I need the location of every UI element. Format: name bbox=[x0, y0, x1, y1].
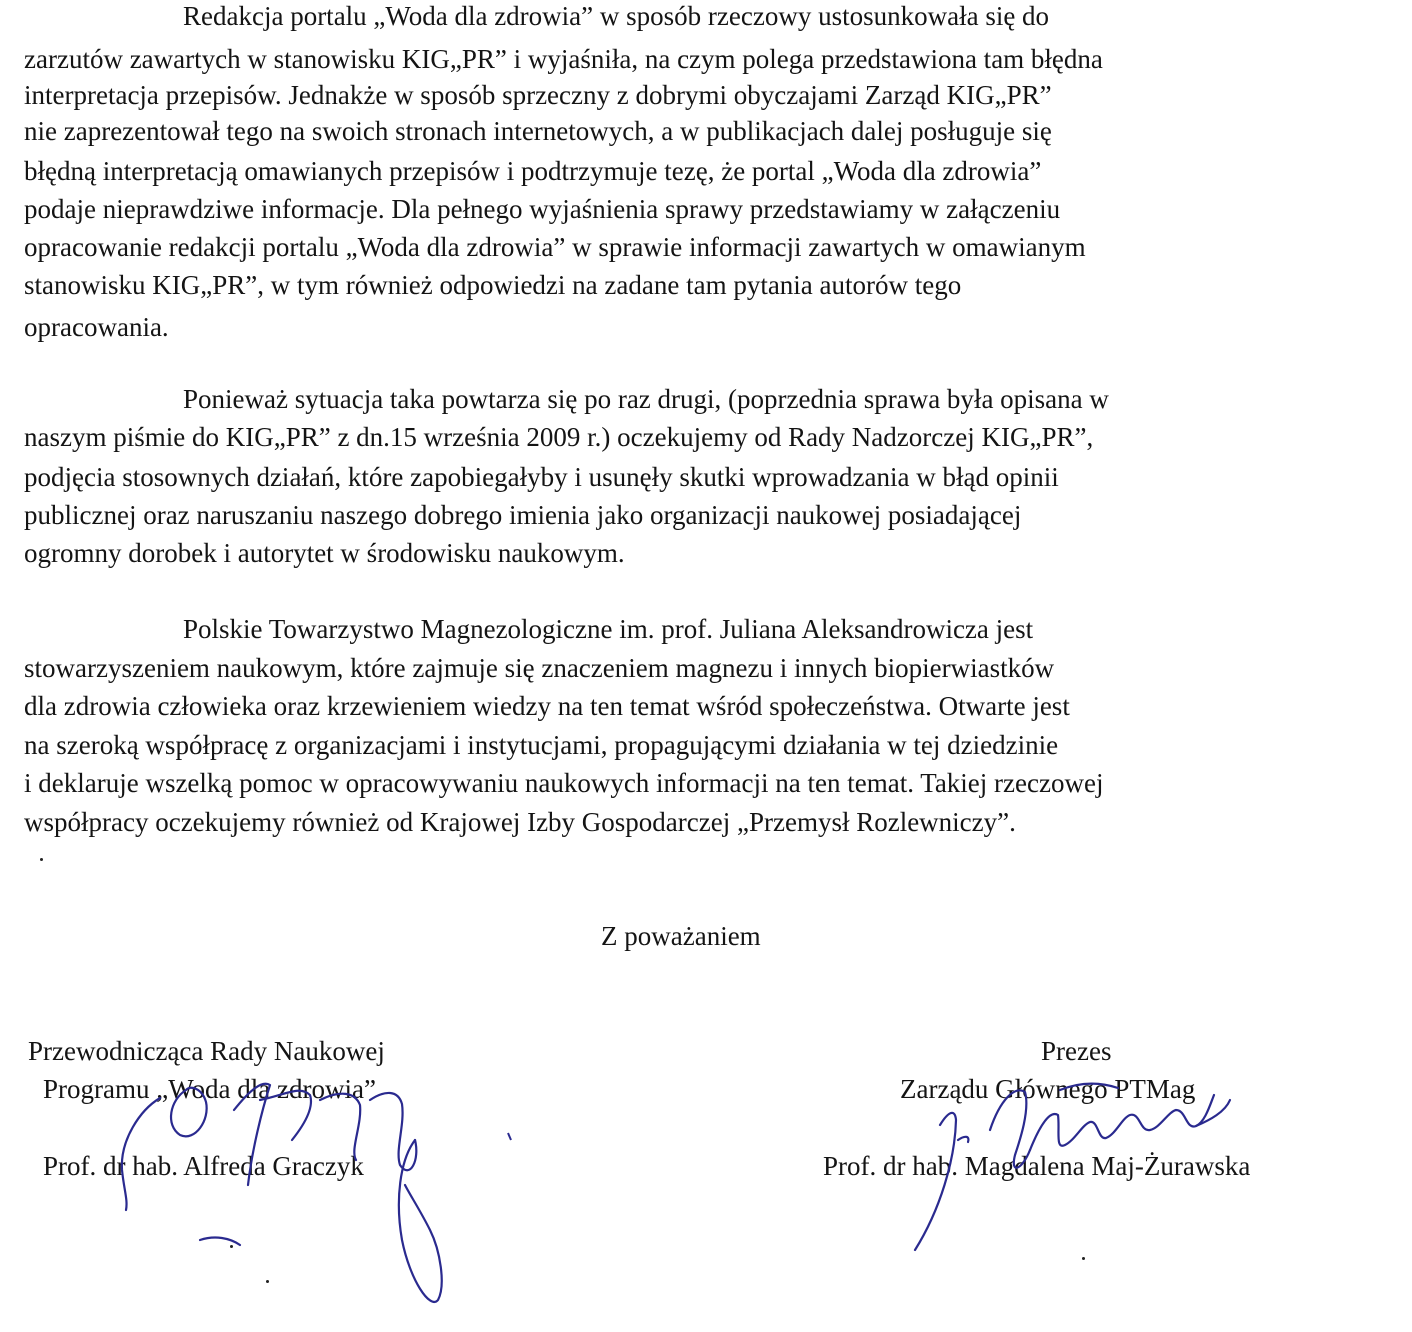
text-line: nie zaprezentował tego na swoich stronach internetowych, a w publikacjach dalej posługuje się bbox=[24, 116, 1052, 146]
closing-salutation: Z poważaniem bbox=[601, 921, 761, 951]
scan-speck bbox=[40, 858, 43, 861]
scan-speck bbox=[1082, 1257, 1085, 1260]
text-line: Redakcja portalu „Woda dla zdrowia” w sposób rzeczowy ustosunkowała się do bbox=[183, 1, 1050, 31]
signatory-right-title: Prezes bbox=[1041, 1036, 1112, 1066]
text-line: na szeroką współpracę z organizacjami i instytucjami, propagującymi działania w tej dziedzinie bbox=[24, 730, 1059, 760]
text-line: podjęcia stosownych działań, które zapobiegałyby i usunęły skutki wprowadzania w błąd opinii bbox=[24, 462, 1059, 492]
text-line: zarzutów zawartych w stanowisku KIG„PR” i wyjaśniła, na czym polega przedstawiona tam błędna bbox=[24, 44, 1103, 74]
ink-mark bbox=[508, 1133, 511, 1140]
text-line: współpracy oczekujemy również od Krajowej Izby Gospodarczej „Przemysł Rozlewniczy”. bbox=[24, 807, 1016, 837]
signatory-right-board: Zarządu Głównego PTMag bbox=[900, 1074, 1196, 1104]
text-line: stowarzyszeniem naukowym, które zajmuje się znaczeniem magnezu i innych biopierwiastków bbox=[24, 653, 1055, 683]
text-line: podaje nieprawdziwe informacje. Dla pełnego wyjaśnienia sprawy przedstawiamy w załączeniu bbox=[24, 194, 1061, 224]
text-line: Polskie Towarzystwo Magnezologiczne im. prof. Juliana Aleksandrowicza jest bbox=[183, 614, 1034, 644]
signature-left bbox=[122, 1084, 442, 1302]
signatory-left-program: Programu „Woda dla zdrowia” bbox=[43, 1074, 376, 1104]
text-line: dla zdrowia człowieka oraz krzewieniem wiedzy na ten temat wśród społeczeństwa. Otwarte jest bbox=[24, 691, 1070, 721]
signatory-right-name: Prof. dr hab. Magdalena Maj-Żurawska bbox=[823, 1151, 1251, 1181]
scan-speck bbox=[230, 1245, 233, 1248]
text-line: Ponieważ sytuacja taka powtarza się po raz drugi, (poprzednia sprawa była opisana w bbox=[183, 384, 1109, 414]
text-line: opracowanie redakcji portalu „Woda dla zdrowia” w sprawie informacji zawartych w omawianym bbox=[24, 232, 1086, 262]
text-line: błędną interpretacją omawianych przepisów i podtrzymuje tezę, że portal „Woda dla zdrowia” bbox=[24, 156, 1042, 186]
text-line: naszym piśmie do KIG„PR” z dn.15 września 2009 r.) oczekujemy od Rady Nadzorczej KIG„PR”, bbox=[24, 422, 1094, 452]
text-line: ogromny dorobek i autorytet w środowisku naukowym. bbox=[24, 538, 625, 568]
text-line: publicznej oraz naruszaniu naszego dobrego imienia jako organizacji naukowej posiadającej bbox=[24, 500, 1022, 530]
text-line: stanowisku KIG„PR”, w tym również odpowiedzi na zadane tam pytania autorów tego bbox=[24, 270, 962, 300]
text-line: interpretacja przepisów. Jednakże w sposób sprzeczny z dobrymi obyczajami Zarząd KIG„PR” bbox=[24, 80, 1052, 110]
signatory-left-title: Przewodnicząca Rady Naukowej bbox=[28, 1036, 385, 1066]
scan-speck bbox=[266, 1280, 269, 1283]
text-line: i deklaruje wszelką pomoc w opracowywaniu naukowych informacji na ten temat. Takiej rzeczowej bbox=[24, 768, 1104, 798]
signatory-left-name: Prof. dr hab. Alfreda Graczyk bbox=[43, 1151, 364, 1181]
text-line: opracowania. bbox=[24, 312, 169, 342]
